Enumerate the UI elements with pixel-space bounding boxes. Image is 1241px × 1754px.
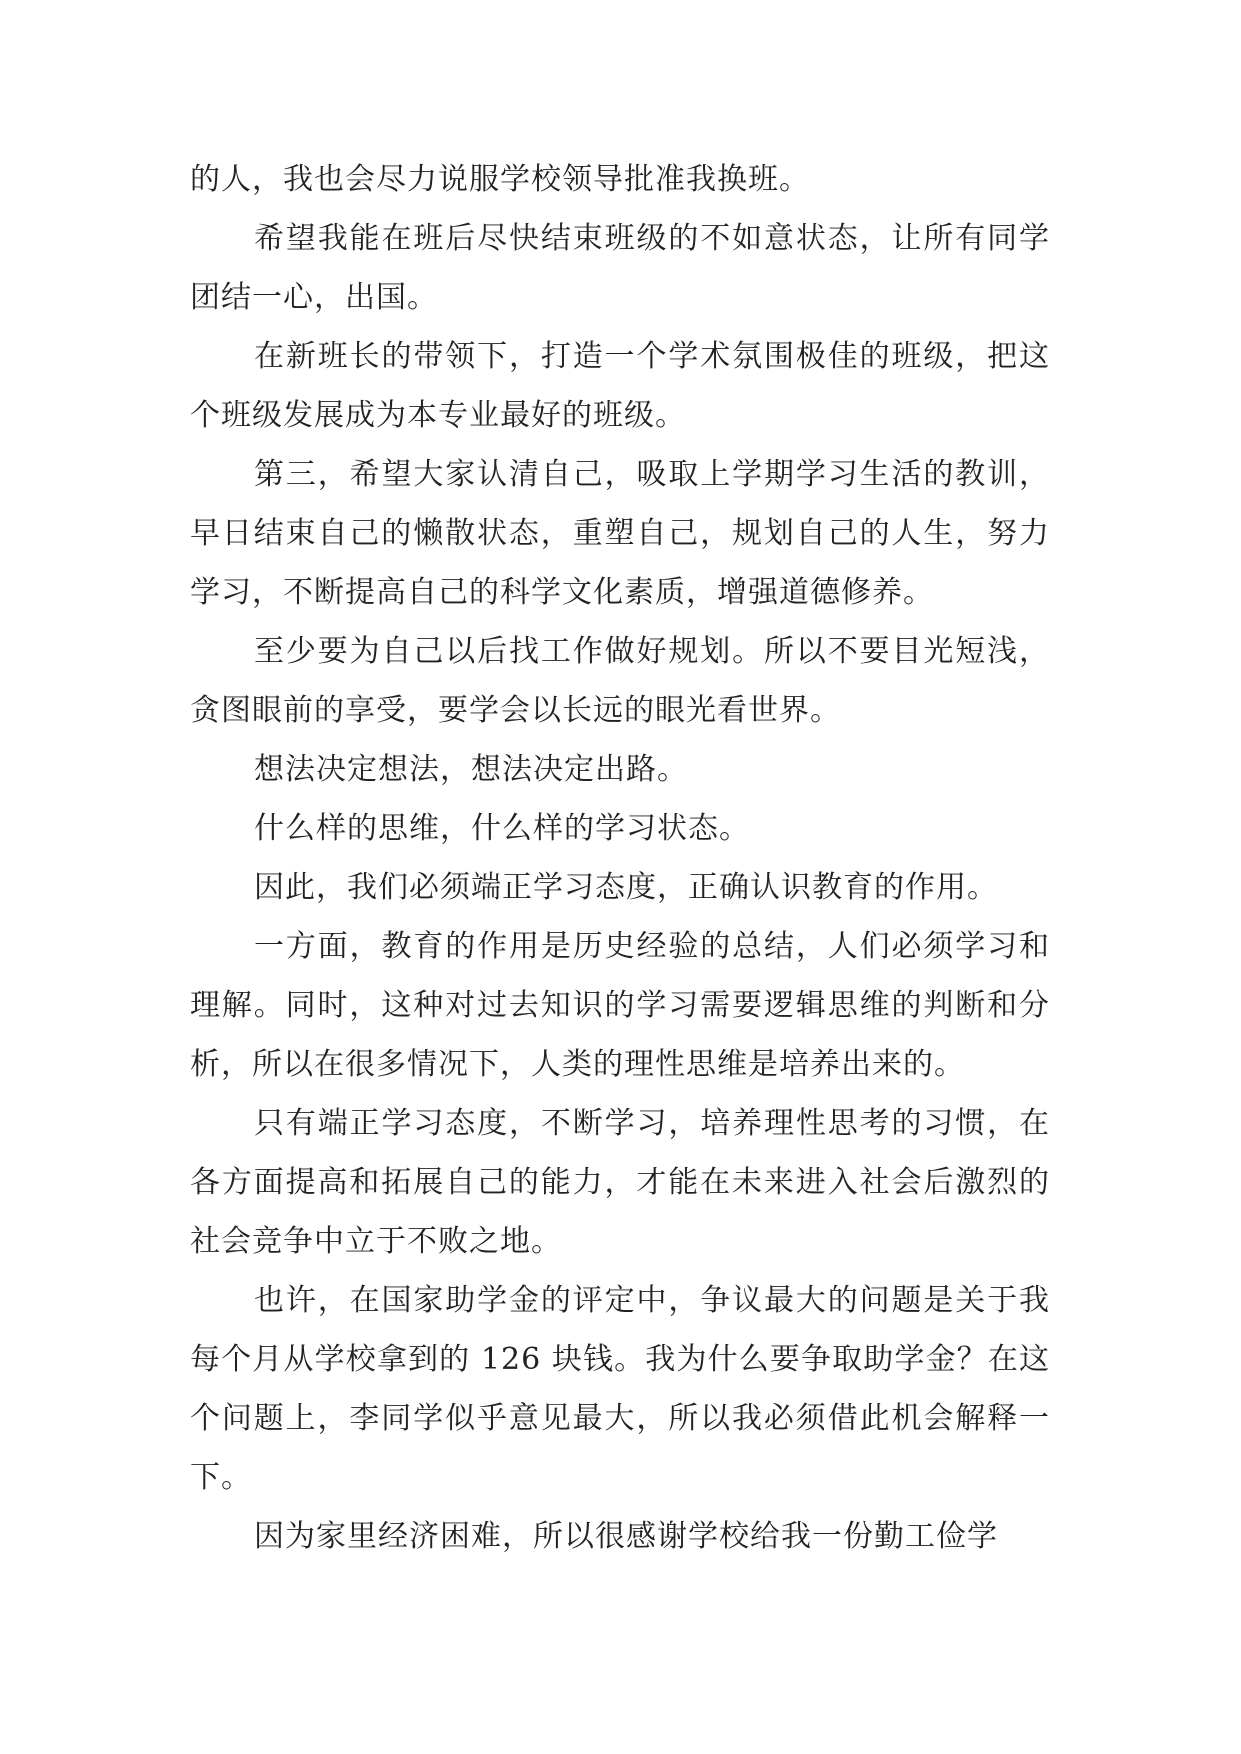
paragraph: 至少要为自己以后找工作做好规划。所以不要目光短浅，贪图眼前的享受，要学会以长远的眼光看世界。 xyxy=(190,634,1050,728)
paragraph: 第三，希望大家认清自己，吸取上学期学习生活的教训，早日结束自己的懒散状态，重塑自己，规划自己的人生，努力学习，不断提高自己的科学文化素质，增强道德修养。 xyxy=(190,457,1050,610)
paragraph: 因此，我们必须端正学习态度，正确认识教育的作用。 xyxy=(254,870,998,905)
paragraph: 因为家里经济困难，所以很感谢学校给我一份勤工俭学 xyxy=(254,1519,998,1554)
paragraph: 在新班长的带领下，打造一个学术氛围极佳的班级，把这个班级发展成为本专业最好的班级。 xyxy=(190,339,1050,433)
paragraph: 一方面，教育的作用是历史经验的总结，人们必须学习和理解。同时，这种对过去知识的学习需要逻辑思维的判断和分析，所以在很多情况下，人类的理性思维是培养出来的。 xyxy=(190,929,1050,1082)
paragraph: 也许，在国家助学金的评定中，争议最大的问题是关于我每个月从学校拿到的 126 块钱。我为什么要争取助学金？在这个问题上，李同学似乎意见最大，所以我必须借此机会解释一下。 xyxy=(190,1283,1050,1495)
paragraph: 希望我能在班后尽快结束班级的不如意状态，让所有同学团结一心，出国。 xyxy=(190,221,1050,315)
document-body xyxy=(190,150,1050,1566)
paragraph: 只有端正学习态度，不断学习，培养理性思考的习惯，在各方面提高和拓展自己的能力，才能在未来进入社会后激烈的社会竞争中立于不败之地。 xyxy=(190,1106,1050,1259)
paragraph: 的人，我也会尽力说服学校领导批准我换班。 xyxy=(190,162,810,197)
paragraph: 想法决定想法，想法决定出路。 xyxy=(254,752,688,787)
paragraph: 什么样的思维，什么样的学习状态。 xyxy=(254,811,750,846)
